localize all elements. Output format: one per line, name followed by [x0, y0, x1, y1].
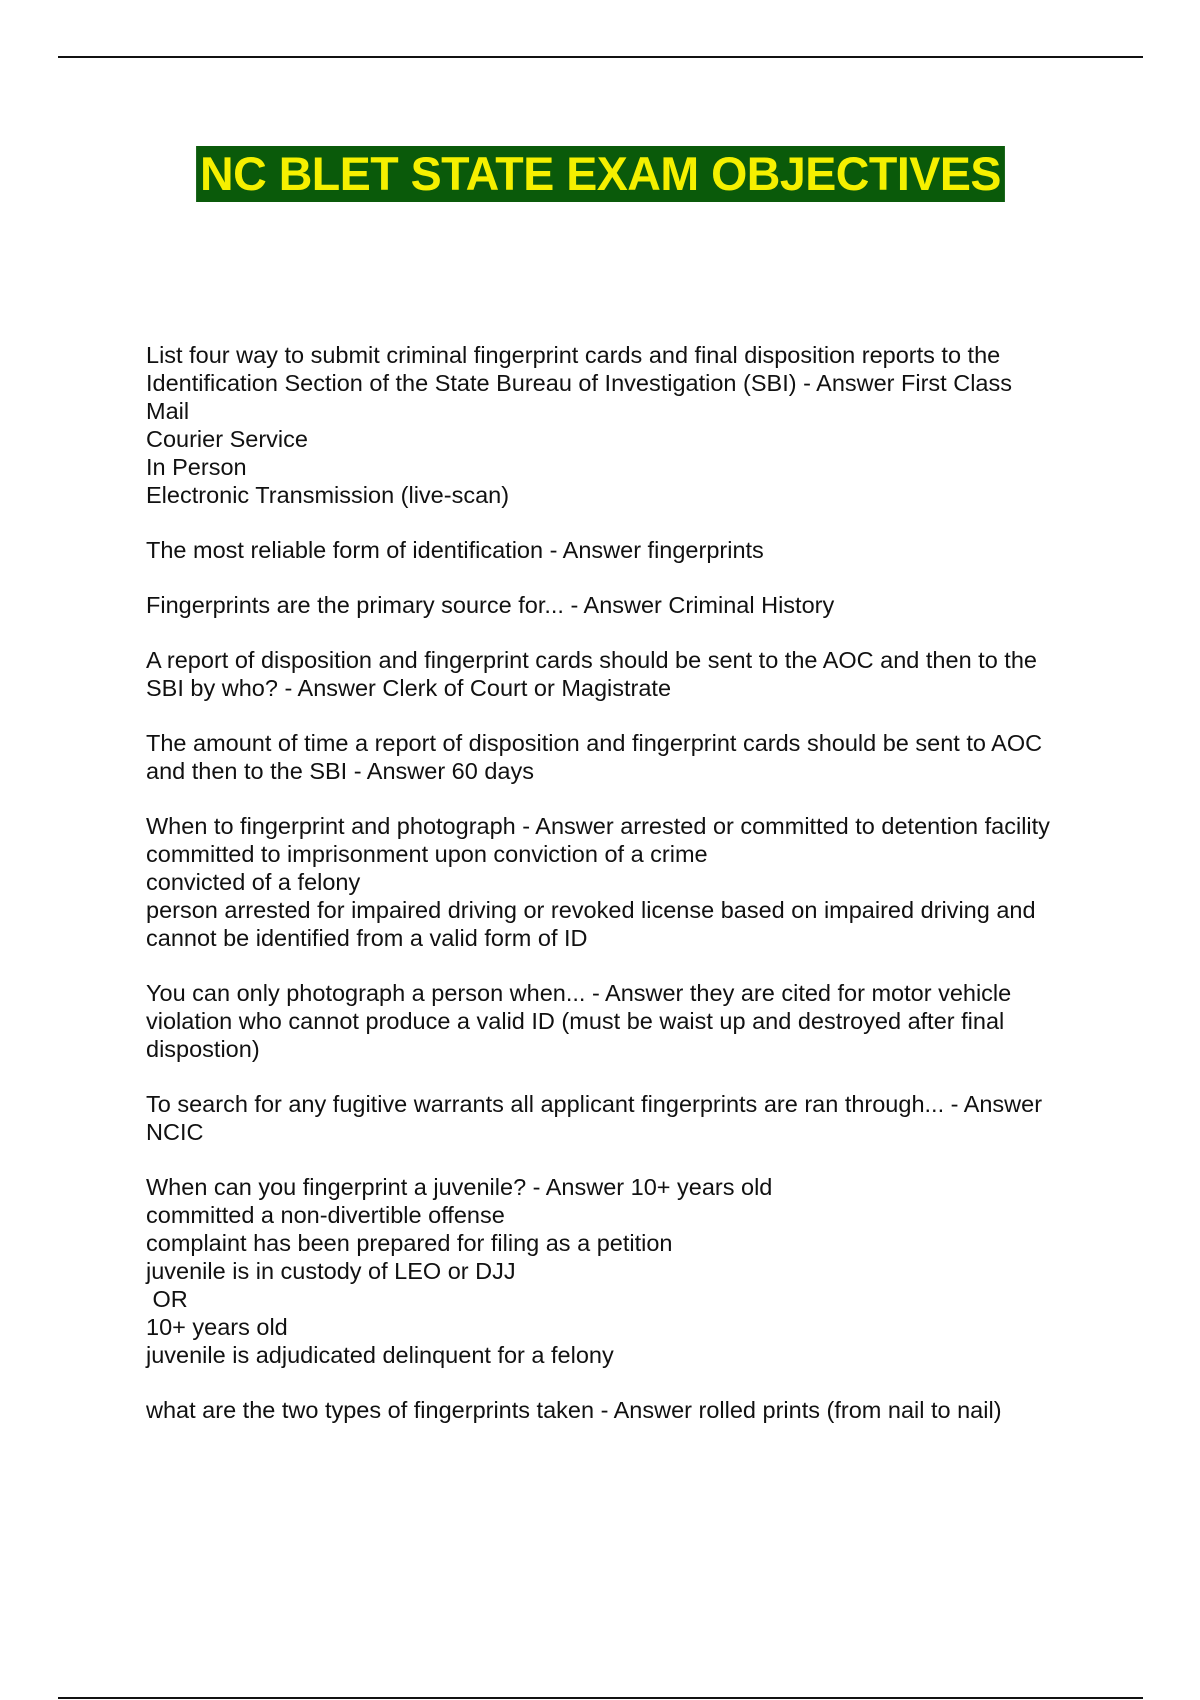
qa-line: juvenile is in custody of LEO or DJJ — [146, 1258, 516, 1284]
qa-line: Fingerprints are the primary source for... - Answer Criminal History — [146, 592, 835, 618]
qa-item — [146, 591, 1106, 619]
qa-line: You can only photograph a person when... - Answer they are cited for motor vehicle — [146, 980, 1012, 1006]
qa-line: Courier Service — [146, 426, 308, 452]
qa-line: cannot be identified from a valid form of ID — [146, 925, 588, 951]
qa-line: juvenile is adjudicated delinquent for a felony — [146, 1342, 614, 1368]
qa-line: List four way to submit criminal fingerprint cards and final disposition reports to the — [146, 342, 1001, 368]
document-title: NC BLET STATE EXAM OBJECTIVES — [196, 146, 1005, 202]
qa-line: 10+ years old — [146, 1314, 288, 1340]
qa-line: To search for any fugitive warrants all applicant fingerprints are ran through... - Answer — [146, 1091, 1043, 1117]
qa-line: The amount of time a report of disposition and fingerprint cards should be sent to AOC — [146, 730, 1043, 756]
qa-line: A report of disposition and fingerprint cards should be sent to the AOC and then to the — [146, 647, 1037, 673]
qa-line: complaint has been prepared for filing as a petition — [146, 1230, 673, 1256]
qa-line: The most reliable form of identification - Answer fingerprints — [146, 537, 764, 563]
qa-line: NCIC — [146, 1119, 204, 1145]
qa-line: what are the two types of fingerprints taken - Answer rolled prints (from nail to nail) — [146, 1397, 1002, 1423]
qa-line: Identification Section of the State Bureau of Investigation (SBI) - Answer First Class — [146, 370, 1013, 396]
qa-line: person arrested for impaired driving or revoked license based on impaired driving and — [146, 897, 1036, 923]
qa-line: committed a non-divertible offense — [146, 1202, 505, 1228]
qa-item — [146, 812, 1106, 952]
qa-line: and then to the SBI - Answer 60 days — [146, 758, 534, 784]
qa-item — [146, 646, 1106, 702]
qa-item — [146, 729, 1106, 785]
qa-line: In Person — [146, 454, 247, 480]
qa-item — [146, 341, 1106, 509]
qa-line: dispostion) — [146, 1036, 260, 1062]
qa-line: SBI by who? - Answer Clerk of Court or Magistrate — [146, 675, 672, 701]
qa-line: Mail — [146, 398, 190, 424]
top-rule — [58, 56, 1143, 58]
qa-line: convicted of a felony — [146, 869, 361, 895]
qa-line: violation who cannot produce a valid ID (must be waist up and destroyed after final — [146, 1008, 1005, 1034]
qa-item — [146, 1090, 1106, 1146]
title-banner — [0, 146, 1200, 202]
qa-item — [146, 536, 1106, 564]
qa-line: committed to imprisonment upon conviction of a crime — [146, 841, 708, 867]
qa-item — [146, 979, 1106, 1063]
qa-line: When to fingerprint and photograph - Answer arrested or committed to detention facility — [146, 813, 1050, 839]
qa-line: Electronic Transmission (live-scan) — [146, 482, 510, 508]
qa-line: When can you fingerprint a juvenile? - Answer 10+ years old — [146, 1174, 773, 1200]
bottom-rule — [58, 1697, 1143, 1699]
qa-item — [146, 1173, 1106, 1369]
document-body — [146, 341, 1106, 1451]
qa-item — [146, 1396, 1106, 1424]
qa-line: OR — [146, 1286, 188, 1312]
